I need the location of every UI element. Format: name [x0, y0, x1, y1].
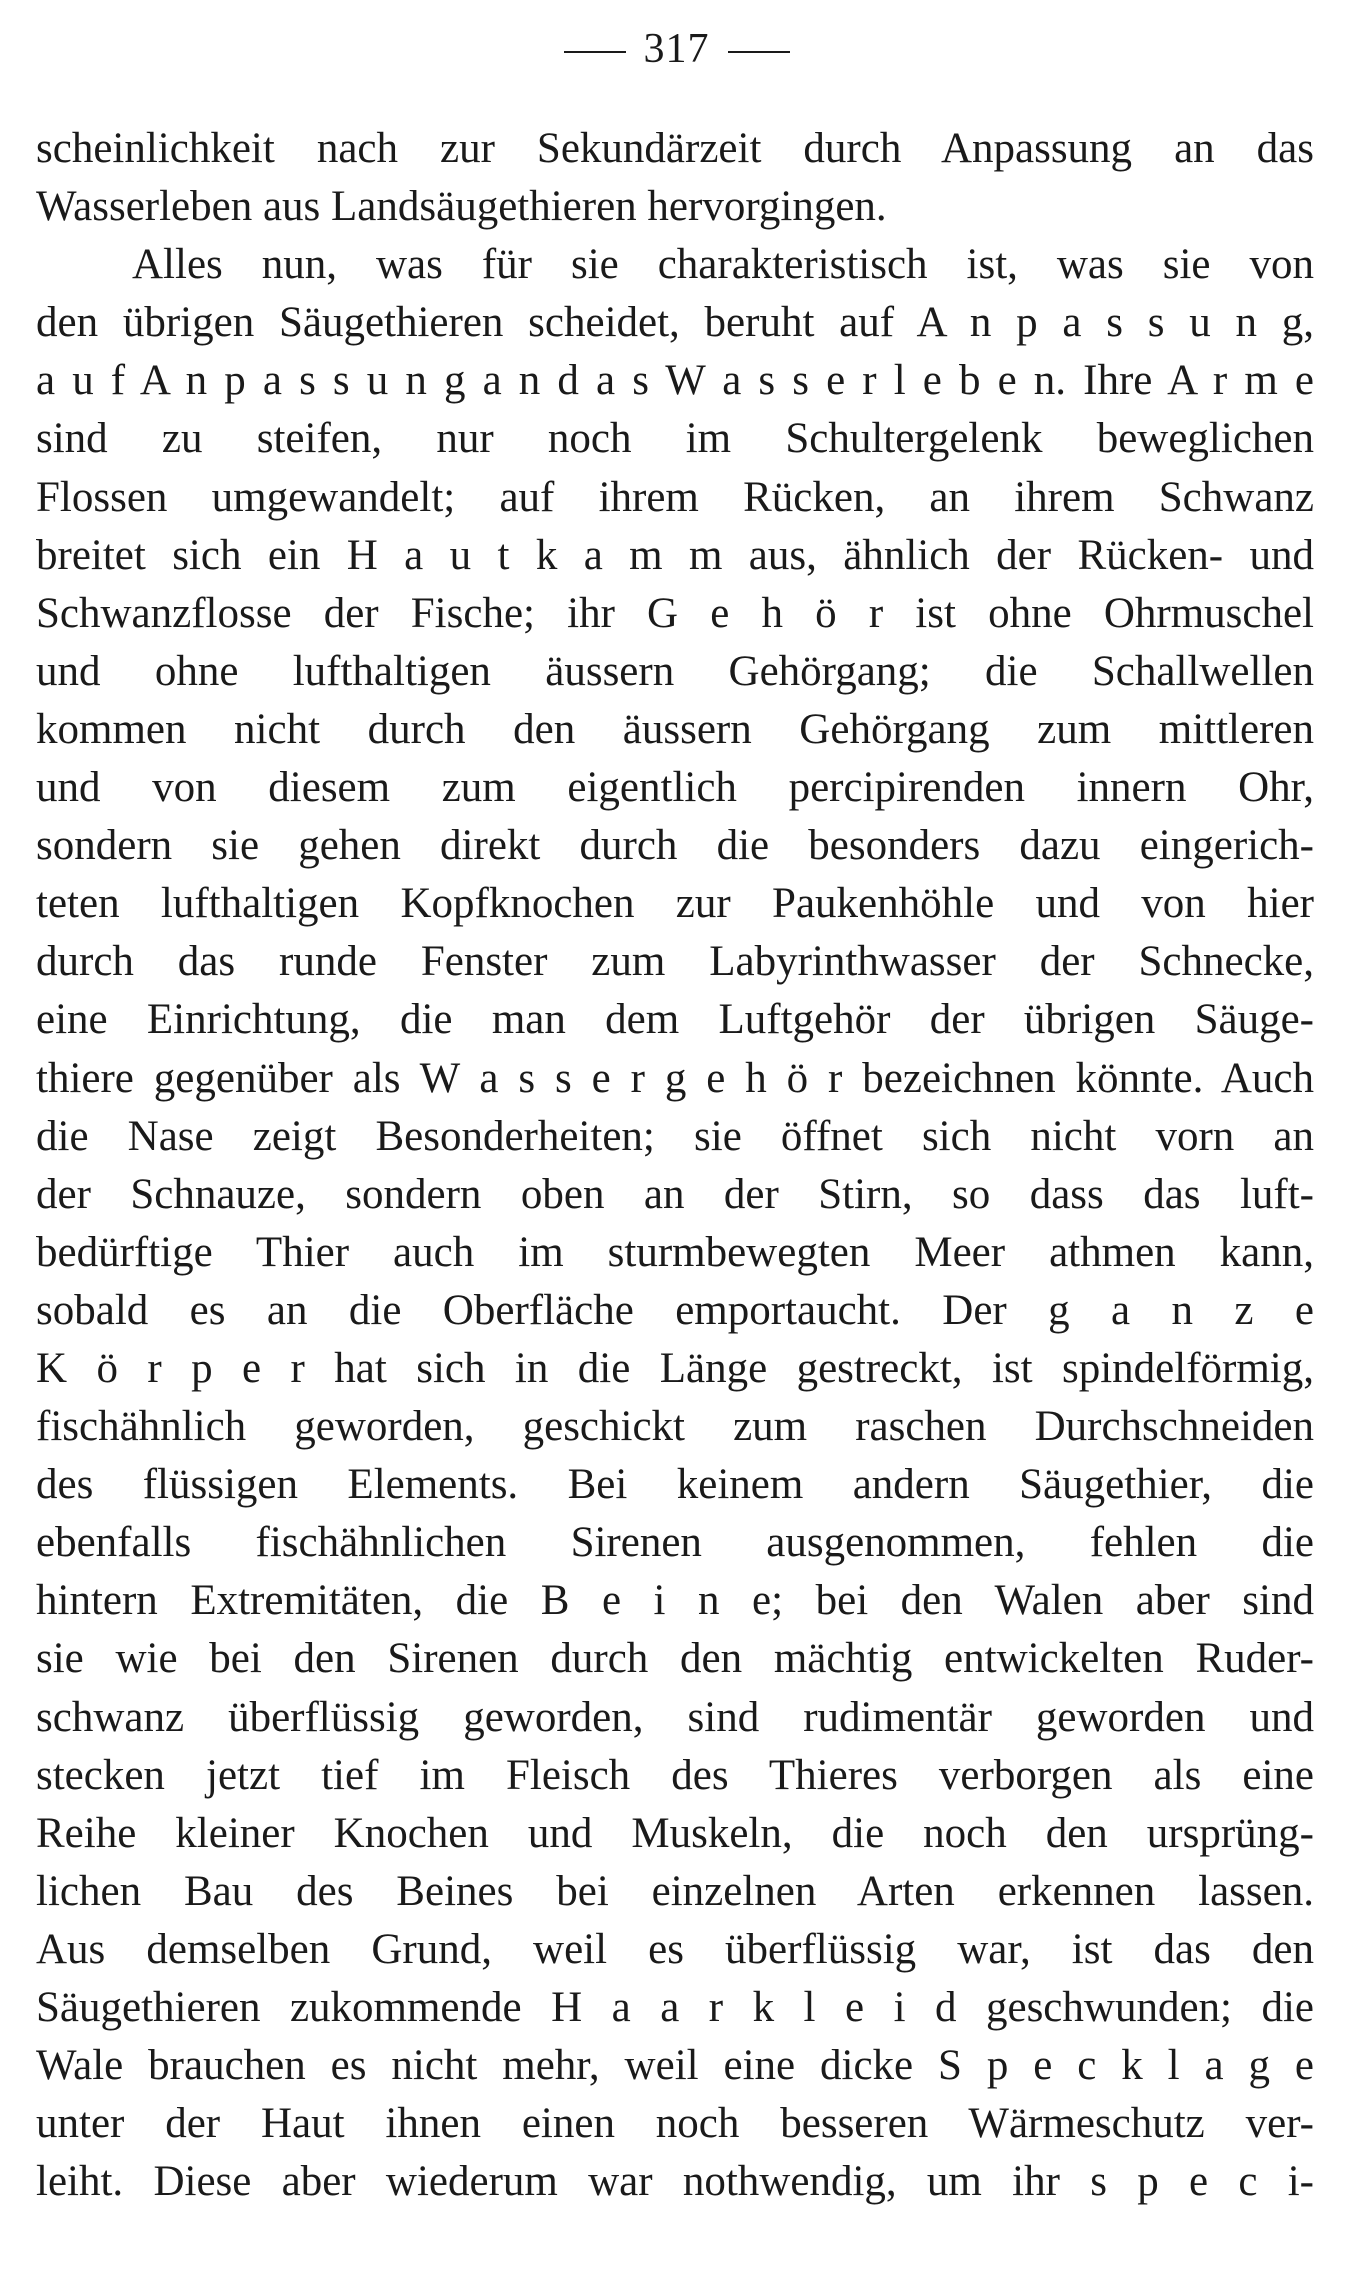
text-line: ebenfalls fischähnlichen Sirenen ausgenommen, fehlen die	[36, 1519, 1314, 1567]
text-line: leiht. Diese aber wiederum war nothwendig, um ihr s p e c i-	[36, 2158, 1314, 2206]
text-line: unter der Haut ihnen einen noch besseren Wärmeschutz ver-	[36, 2100, 1314, 2148]
text-line: durch das runde Fenster zum Labyrinthwasser der Schnecke,	[36, 938, 1314, 986]
text-line: und ohne lufthaltigen äussern Gehörgang; die Schallwellen	[36, 647, 1314, 695]
page-header	[0, 28, 1353, 70]
text-line: Alles nun, was für sie charakteristisch ist, was sie von	[132, 241, 1314, 289]
body-text	[36, 120, 1314, 2211]
text-line: Wasserleben aus Landsäugethieren hervorgingen.	[36, 183, 887, 231]
left-dash	[564, 51, 626, 53]
text-line: Schwanzflosse der Fische; ihr G e h ö r ist ohne Ohrmuschel	[36, 589, 1314, 637]
text-line: hintern Extremitäten, die B e i n e; bei den Walen aber sind	[36, 1577, 1314, 1625]
text-line: sie wie bei den Sirenen durch den mächtig entwickelten Ruder-	[36, 1635, 1314, 1683]
page-number: 317	[643, 26, 710, 72]
text-line: Aus demselben Grund, weil es überflüssig war, ist das den	[36, 1925, 1314, 1973]
text-line: teten lufthaltigen Kopfknochen zur Paukenhöhle und von hier	[36, 880, 1314, 928]
text-line: bedürftige Thier auch im sturmbewegten Meer athmen kann,	[36, 1228, 1314, 1276]
text-line: sondern sie gehen direkt durch die besonders dazu eingerich-	[36, 822, 1314, 870]
text-line: Reihe kleiner Knochen und Muskeln, die noch den ursprüng-	[36, 1809, 1314, 1857]
text-line: fischähnlich geworden, geschickt zum raschen Durchschneiden	[36, 1403, 1314, 1451]
text-line: schwanz überflüssig geworden, sind rudimentär geworden und	[36, 1693, 1314, 1741]
text-line: Wale brauchen es nicht mehr, weil eine dicke S p e c k l a g e	[36, 2042, 1314, 2090]
text-line: a u f A n p a s s u n g a n d a s W a s s e r l e b e n. Ihre A r m e	[36, 357, 1314, 405]
text-line: und von diesem zum eigentlich percipirenden innern Ohr,	[36, 764, 1314, 812]
text-line: stecken jetzt tief im Fleisch des Thieres verborgen als eine	[36, 1751, 1314, 1799]
text-line: kommen nicht durch den äussern Gehörgang zum mittleren	[36, 705, 1314, 753]
text-line: sobald es an die Oberfläche emportaucht. Der g a n z e	[36, 1286, 1314, 1334]
text-line: breitet sich ein H a u t k a m m aus, ähnlich der Rücken- und	[36, 531, 1314, 579]
text-line: lichen Bau des Beines bei einzelnen Arten erkennen lassen.	[36, 1867, 1314, 1915]
text-line: die Nase zeigt Besonderheiten; sie öffnet sich nicht vorn an	[36, 1112, 1314, 1160]
text-line: K ö r p e r hat sich in die Länge gestreckt, ist spindelförmig,	[36, 1344, 1314, 1392]
text-line: eine Einrichtung, die man dem Luftgehör der übrigen Säuge-	[36, 996, 1314, 1044]
right-dash	[728, 51, 790, 53]
text-line: Flossen umgewandelt; auf ihrem Rücken, an ihrem Schwanz	[36, 473, 1314, 521]
text-line: scheinlichkeit nach zur Sekundärzeit durch Anpassung an das	[36, 125, 1314, 172]
text-line: thiere gegenüber als W a s s e r g e h ö r bezeichnen könnte. Auch	[36, 1054, 1314, 1102]
text-line: der Schnauze, sondern oben an der Stirn, so dass das luft-	[36, 1170, 1314, 1218]
text-line: Säugethieren zukommende H a a r k l e i d geschwunden; die	[36, 1984, 1314, 2031]
text-line: den übrigen Säugethieren scheidet, beruht auf A n p a s s u n g,	[36, 299, 1314, 347]
text-line: sind zu steifen, nur noch im Schultergelenk beweglichen	[36, 415, 1314, 463]
text-line: des flüssigen Elements. Bei keinem andern Säugethier, die	[36, 1461, 1314, 1509]
